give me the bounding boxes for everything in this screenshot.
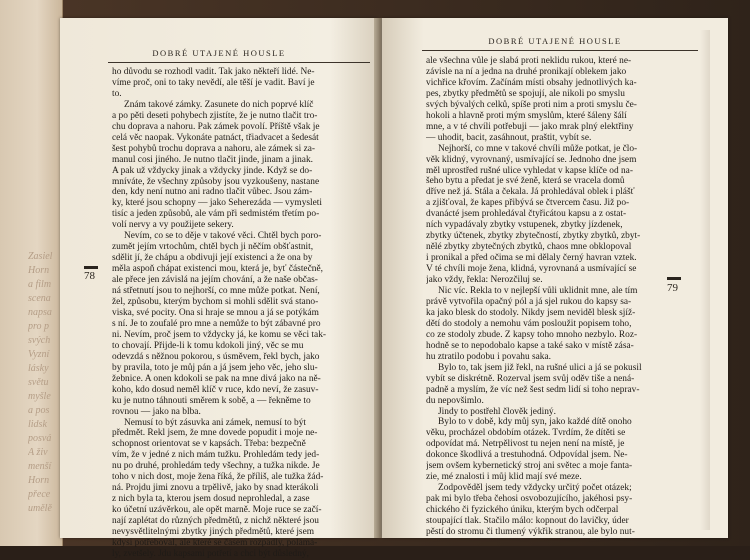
text-line: hokoli a hlavně proti mým smyslům, které šáleny šálí (426, 110, 627, 121)
margin-word: přece (28, 489, 51, 500)
margin-word: umělě (28, 503, 52, 514)
margin-word: a pos (28, 405, 50, 416)
text-line: zbytky účtenek, zbytky zbytečností, zbytky zbytků, zbyt- (426, 231, 641, 242)
text-line: a zjišťoval, že kapes přibývá se čtvercem času. Již po- (426, 198, 630, 209)
right-header-rule (422, 50, 698, 51)
margin-word: Vyzní (28, 349, 50, 360)
text-line: Jindy to postřehl člověk jediný. (438, 406, 556, 417)
right-running-head: DOBRÉ UTAJENÉ HOUSLE (488, 36, 622, 46)
text-line: předmět. Řekl jsem, že mne dovede popudit i moje ne- (112, 428, 318, 439)
margin-word: Zasiel (28, 251, 53, 262)
text-line: hodně se to nepodobalo kapse a také sako v místě zása- (426, 340, 634, 351)
text-line: manul cosi jiného. Je nutno tlačit jinde, jinam a jinak. (112, 154, 313, 165)
left-page (60, 18, 378, 559)
text-line: jako vždy, řekla: Nerozčiluj se. (426, 275, 543, 286)
left-page-body (112, 67, 368, 560)
text-line: vybít se diskrétně. Rozerval jsem svůj oděv tiše a nená- (426, 373, 635, 384)
text-line: Bylo to v době, kdy můj syn, jako každé dítě onoho (438, 417, 632, 428)
underlying-page-text (28, 250, 58, 516)
text-line: dokonce škodlivá a trestuhodná. Odpovídal jsem. Ne- (426, 450, 628, 461)
text-line: zumět jejím vrtochům, chtěl bych ji něčím obšťastnit, (112, 242, 314, 253)
text-line: Nic víc. Řekla to v nejlepší vůli uklidnit mne, ale tím (438, 286, 638, 297)
margin-word: A živ (28, 447, 48, 458)
text-line: ly, zvetšely. Jdu kapsami potřetí a chci být důsledný, (112, 548, 309, 559)
text-line: viska, své pocity. Ona si hraje se mnou a já se potýkám (112, 307, 319, 318)
text-line: chického či fyzického úniku, kterým bych odčerpal (426, 505, 619, 516)
text-line: vím, že v jedné z nich mám tužku. Prohledám tedy jed- (112, 450, 320, 461)
text-line: ale přece jen závislá na jejím chování, a že naše občas- (112, 275, 318, 286)
text-line: pak mi bylo třeba čehosi osvobozujícího, jakéhosi psy- (426, 494, 633, 505)
text-line: zie, mé znalosti i můj klid mají své meze. (426, 472, 582, 483)
text-line: tisíc a jeden způsobů, ale vám při sedmistém třetím po- (112, 209, 320, 220)
text-line: věk klidný, vyrovnaný, usmívající se. Jednoho dne jsem (426, 154, 637, 165)
text-line: vichřice křovím. Začínám místi obsahy jednotlivých ka- (426, 77, 637, 88)
text-line: měla aspoň chápat existenci mou, která je, byť částečně, (112, 264, 323, 275)
right-folio-mark (667, 277, 681, 280)
text-line: ná. Projdu jimi znovu a trpělivě, jako by snad kterákoli (112, 483, 319, 494)
text-line: žel, způsobu, kterým bychom si mohli sdělit svá stano- (112, 297, 319, 308)
text-line: toho v nich dost, moje žena říká, že příliš, ale tužka žád- (112, 472, 324, 483)
page-shadow (700, 30, 710, 530)
text-line: ko účetní uzávěrkou, ale opět marně. Moje ruce se začí- (112, 505, 322, 516)
right-page-number: 79 (667, 282, 678, 294)
text-line: hu ztratilo podobu i povahu saka. (426, 351, 551, 362)
text-line: odpovídat má. Netrpělivost tu nejen není na místě, je (426, 439, 625, 450)
text-line: s ní. Je to zoufalé pro mne a nemůže to být zábavné pro (112, 318, 321, 329)
text-line: měl uprostřed rušné ulice vyhledat v kapse klíče od na- (426, 165, 633, 176)
right-page-body (426, 56, 696, 538)
margin-word: lidsk (28, 419, 47, 430)
text-line: žebnice. A onen kdokoli se pak na mne divá jako na ně- (112, 373, 321, 384)
text-line: odevzdá s něžnou pokorou, s úsměvem, řekl bych, jako (112, 351, 320, 362)
text-line: Nevím, co se to děje v takové věci. Chtěl bych poro- (124, 231, 322, 242)
margin-word: myšle (28, 391, 51, 402)
text-line: den, kdy není nutno ani radno tlačit vůbec. Jsou zám- (112, 187, 313, 198)
text-line: ních vypadávaly zbytky vstupenek, zbytky jízdenek, (426, 220, 623, 231)
text-line: rovnou — jako na blba. (112, 406, 201, 417)
text-line: Nejhorší, co mne v takové chvíli může potkat, je člo- (438, 143, 638, 154)
text-line: víme proč, oni to taky nevědí, ale těší je vadit. Baví je (112, 77, 315, 88)
text-line: i pronikal a před očima se mi dělaly černý havran vztek. (426, 253, 637, 264)
text-line: chu doprava a nahoru. Pak zámek povolí. Příště však je (112, 121, 320, 132)
text-line: věku, procházel obdobím otázek. Tvrdím, že dítěti se (426, 428, 626, 439)
text-line: Bylo to, tak jsem již řekl, na rušné ulici a já se pokusil (438, 362, 642, 373)
margin-word: lásky (28, 363, 49, 374)
text-line: nělé zbytky zbytečných zbytků, chaos mne obklopoval (426, 242, 632, 253)
margin-word: scena (28, 293, 51, 304)
text-line: schopnost orientovat se v kapsách. Třeba: bezpečně (112, 439, 306, 450)
text-line: stoupající tlak. Stačilo málo: kopnout do lavičky, úder (426, 516, 629, 527)
text-line: ho důvodu se rozhodl vadit. Tak jako někteří lidé. Ne- (112, 67, 315, 77)
text-line: ni. Nevím, proč jsem to vždycky já, ke komu se věci tak- (112, 329, 327, 340)
text-line: jsem ovšem kybernetický stroj ani světec a moje fanta- (426, 461, 633, 472)
margin-word: svých (28, 335, 51, 346)
text-line: kdysi potřeboval, ale které se časem rozpadly, polámá- (112, 537, 318, 548)
left-folio-mark (84, 266, 98, 269)
text-line: dříve než já. Stála a čekala. Já prohledával oblek i plášť (426, 187, 635, 198)
text-line: du nepovšimlo. (426, 395, 484, 406)
text-line: šest pohybů trochu doprava a nahoru, ale zámek si za- (112, 143, 316, 154)
text-line: — uhodit, bacit, zasáhnout, praštit, vybít se. (426, 132, 592, 143)
margin-word: menší (28, 461, 52, 472)
text-line: nají zaplétat do různých předmětů, z nichž některé jsou (112, 516, 319, 527)
text-line: z nich byla ta, kterou jsem dosud neprohledal, a zase (112, 494, 310, 505)
text-line: nu po druhé, prohledám tedy všechny, a tužka nikde. Je (112, 461, 320, 472)
text-line: to chovají. Přijde-li k tomu kdokoli jiný, věc se mu (112, 340, 304, 351)
left-page-number: 78 (84, 270, 95, 282)
text-line: dvanácté jsem prohledával čtyřicátou kapsu a z ostat- (426, 209, 627, 220)
margin-word: pro p (28, 321, 50, 332)
text-line: svých bývalých celků, spíše proti nim a proti smyslu če- (426, 99, 637, 110)
text-line: co ze stodoly zbude. Z kapsy toho mnoho nezbylo. Roz- (426, 329, 638, 340)
left-running-head: DOBRÉ UTAJENÉ HOUSLE (152, 48, 286, 58)
text-line: Zodpověděl jsem tedy vždycky určitý počet otázek; (438, 483, 632, 494)
text-line: A pak už vždycky jinak a vždycky jinde. Když se do- (112, 165, 313, 176)
text-line: pes, zbytky předmětů se spojují, ale nikoli po smyslu (426, 88, 625, 99)
margin-word: napsa (28, 307, 52, 318)
left-header-rule (108, 62, 370, 63)
underlying-book-edge (0, 0, 63, 546)
text-line: padně a myslím, že víc než šest sedm lidí si toho neprav- (426, 384, 640, 395)
margin-word: a film (28, 279, 52, 290)
margin-word: Horn (28, 265, 50, 276)
text-line: by pravila, toto je můj pán a já jsem jeho věc, jeho slu- (112, 362, 318, 373)
margin-word: posvá (28, 433, 52, 444)
text-line: celá věc naopak. Vykonáte patnáct, třiadvacet a šedesát (112, 132, 319, 143)
text-line: Znám takové zámky. Zasunete do nich poprvé klíč (124, 99, 314, 110)
text-line: ky, které jsou schopny — jako Šeherezáda — vymysleti (112, 198, 323, 209)
text-line: ka jako blesk do stodoly. Nikdy jsem neviděl blesk sjíž- (426, 307, 636, 318)
text-line: právě vytvořila opačný pól a já sjel rukou do kapsy sa- (426, 296, 632, 307)
text-line: a po pěti deseti pohybech zjistíte, že je nutno tlačit tro- (112, 110, 318, 121)
text-line: volí nervy a vy použijete sekery. (112, 220, 234, 231)
text-line: nevysvětlitelnými zbytky jiných předmětů, které jsem (112, 527, 315, 538)
margin-word: Horn (28, 475, 50, 486)
text-line: ale všechna vůle je slabá proti neklidu rukou, které ne- (426, 56, 632, 66)
text-line: šeho bytu a předat je své ženě, která se vracela domů (426, 176, 625, 187)
margin-word: světu (28, 377, 49, 388)
text-line: ku je nutno táhnouti směrem k sobě, a — řekněme to (112, 395, 311, 406)
text-line: dětí do stodoly a nemohu vám posloužit popisem toho, (426, 318, 632, 329)
text-line: koho, kdo dosud neměl klíč v ruce, kdo neví, že zasuv- (112, 384, 319, 395)
text-line: mníváte, že všechny způsoby jsou vyzkoušeny, nastane (112, 176, 320, 187)
text-line: mne, a v té chvíli potřebuji — jako mrak plný elektřiny (426, 121, 634, 132)
text-line: Nemusí to být zásuvka ani zámek, nemusí to být (124, 417, 306, 428)
text-line: pěstí do stromu či tlumený výkřik stranou, ale bylo nut- (426, 526, 635, 537)
text-line: závisle na ní a jedna na druhé pronikají oblekem jako (426, 66, 627, 77)
text-line: sdělit jí, že chápu a obdivuji její existenci a že ona by (112, 253, 313, 264)
text-line: to. (112, 88, 122, 99)
text-line: ná střetnutí jsou to nejhorší, co mne může potkat. Není, (112, 286, 320, 297)
text-line: V té chvíli moje žena, klidná, vyrovnaná a usmívající se (426, 264, 637, 275)
